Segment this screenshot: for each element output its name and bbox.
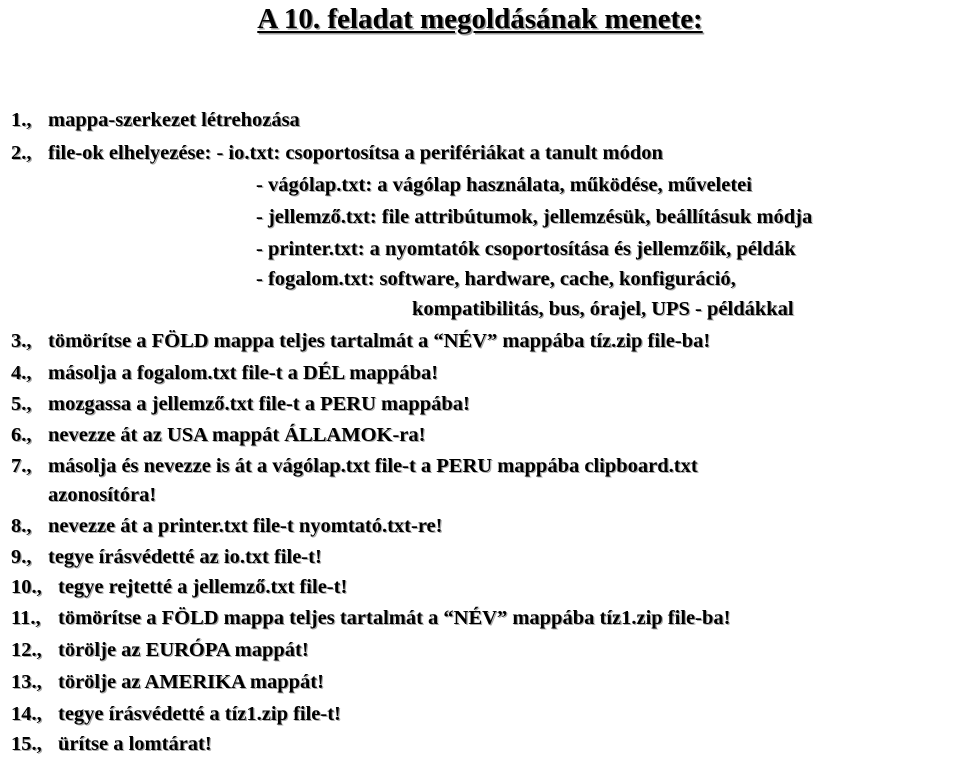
step-text: törölje az EURÓPA mappát! xyxy=(58,639,309,661)
step-text: tömörítse a FÖLD mappa teljes tartalmát a “NÉV” mappába tíz.zip file-ba! xyxy=(48,330,711,352)
step-text: - jellemző.txt: file attribútumok, jellemzésük, beállításuk módja xyxy=(256,206,813,228)
step-number: 1., xyxy=(11,109,32,131)
step-text: file-ok elhelyezése: - io.txt: csoportosítsa a perifériákat a tanult módon xyxy=(48,142,663,164)
step-number: 7., xyxy=(11,455,32,477)
step-number: 3., xyxy=(11,330,32,352)
step-text: tegye írásvédetté az io.txt file-t! xyxy=(48,546,322,568)
step-number: 13., xyxy=(11,671,42,693)
step-number: 9., xyxy=(11,546,32,568)
step-text: ürítse a lomtárat! xyxy=(58,733,212,755)
step-text: mozgassa a jellemző.txt file-t a PERU mappába! xyxy=(48,393,470,415)
step-number: 15., xyxy=(11,733,42,755)
step-text: - printer.txt: a nyomtatók csoportosítása és jellemzőik, példák xyxy=(256,238,796,260)
step-number: 6., xyxy=(11,424,32,446)
step-number: 14., xyxy=(11,703,42,725)
page-title: A 10. feladat megoldásának menete: xyxy=(257,3,703,35)
step-number: 4., xyxy=(11,362,32,384)
step-text: másolja a fogalom.txt file-t a DÉL mappába! xyxy=(48,362,439,384)
step-text: - fogalom.txt: software, hardware, cache, konfiguráció, xyxy=(256,268,736,290)
step-text: azonosítóra! xyxy=(48,484,157,506)
step-number: 2., xyxy=(11,142,32,164)
step-text: másolja és nevezze is át a vágólap.txt file-t a PERU mappába clipboard.txt xyxy=(48,455,698,477)
step-text: mappa-szerkezet létrehozása xyxy=(48,109,300,131)
step-number: 8., xyxy=(11,515,32,537)
step-number: 12., xyxy=(11,639,42,661)
step-text: kompatibilitás, bus, órajel, UPS - példákkal xyxy=(412,298,794,320)
step-number: 10., xyxy=(11,576,42,598)
step-text: tegye rejtetté a jellemző.txt file-t! xyxy=(58,576,348,598)
step-text: nevezze át az USA mappát ÁLLAMOK-ra! xyxy=(48,424,426,446)
step-text: tömörítse a FÖLD mappa teljes tartalmát a “NÉV” mappába tíz1.zip file-ba! xyxy=(58,607,731,629)
step-text: nevezze át a printer.txt file-t nyomtató.txt-re! xyxy=(48,515,443,537)
step-text: - vágólap.txt: a vágólap használata, működése, műveletei xyxy=(256,174,752,196)
step-text: tegye írásvédetté a tíz1.zip file-t! xyxy=(58,703,341,725)
step-number: 5., xyxy=(11,393,32,415)
step-number: 11., xyxy=(11,607,41,629)
step-text: törölje az AMERIKA mappát! xyxy=(58,671,324,693)
